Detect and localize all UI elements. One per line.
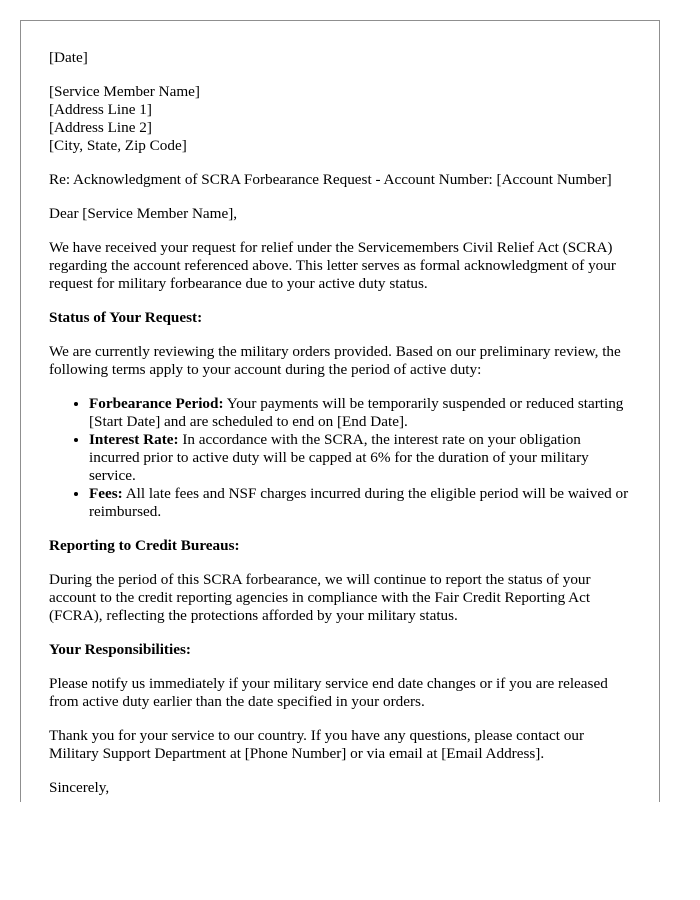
recipient-name: [Service Member Name] — [49, 83, 200, 100]
letter-page — [20, 20, 660, 802]
list-item — [89, 485, 635, 521]
credit-heading: Reporting to Credit Bureaus: — [49, 537, 240, 554]
address-line-2: [Address Line 2] — [49, 119, 152, 136]
list-item — [89, 431, 635, 485]
credit-paragraph: During the period of this SCRA forbearance, we will continue to report the status of your account to the credit reporting agencies in compliance with the Fair Credit Reporting Act (FCRA), reflecting the protections afforded by your military status. — [49, 571, 591, 624]
status-heading: Status of Your Request: — [49, 309, 203, 326]
status-paragraph: We are currently reviewing the military orders provided. Based on our preliminary review, the following terms apply to your account during the period of active duty: — [49, 343, 621, 378]
responsibilities-heading: Your Responsibilities: — [49, 641, 191, 658]
letter-body — [49, 49, 635, 802]
term-title: Interest Rate: — [89, 431, 179, 448]
recipient-address — [49, 83, 635, 155]
subject-line: Re: Acknowledgment of SCRA Forbearance Request - Account Number: [Account Number] — [49, 171, 612, 188]
address-line-1: [Address Line 1] — [49, 101, 152, 118]
salutation: Dear [Service Member Name], — [49, 205, 238, 222]
closing-paragraph: Thank you for your service to our country. If you have any questions, please contact our Military Support Department at [Phone Number] or via email at [Email Address]. — [49, 727, 585, 762]
intro-paragraph: We have received your request for relief under the Servicemembers Civil Relief Act (SCRA) regarding the account referenced above. This letter serves as formal acknowledgment of your request for military forbearance due to your active duty status. — [49, 239, 616, 292]
signoff: Sincerely, — [49, 779, 110, 796]
term-text: In accordance with the SCRA, the interest rate on your obligation incurred prior to active duty will be capped at 6% for the duration of your military service. — [89, 431, 589, 484]
term-text: Your payments will be temporarily suspended or reduced starting [Start Date] and are scheduled to end on [End Date]. — [89, 395, 624, 430]
city-state-zip: [City, State, Zip Code] — [49, 137, 187, 154]
letter-date: [Date] — [49, 49, 88, 66]
term-title: Forbearance Period: — [89, 395, 224, 412]
responsibilities-paragraph: Please notify us immediately if your military service end date changes or if you are released from active duty earlier than the date specified in your orders. — [49, 675, 608, 710]
term-title: Fees: — [89, 485, 123, 502]
term-text: All late fees and NSF charges incurred during the eligible period will be waived or reimbursed. — [89, 485, 629, 520]
terms-list — [49, 395, 635, 521]
list-item — [89, 395, 635, 431]
